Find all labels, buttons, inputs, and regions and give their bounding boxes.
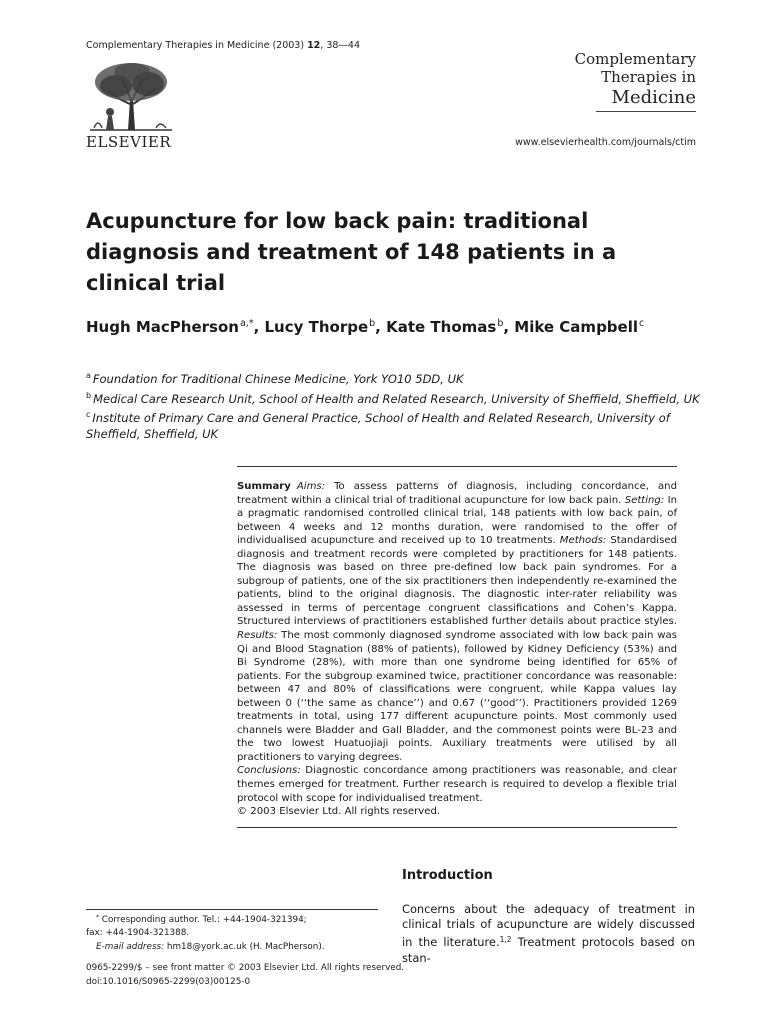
- author-affiliation-mark[interactable]: b: [497, 318, 504, 329]
- fax-note: fax: +44-1904-321388.: [86, 928, 190, 939]
- author[interactable]: Hugh MacPherson$^{a,*}$: [86, 318, 254, 336]
- journal-title-line-2: Therapies in: [601, 68, 696, 86]
- journal-title: [575, 50, 696, 112]
- footnote-rule: [86, 909, 378, 910]
- journal-volume: 12: [307, 40, 321, 51]
- doi-link[interactable]: doi:10.1016/S0965-2299(03)00125-0: [86, 977, 251, 987]
- tree-logo-icon: [86, 60, 176, 132]
- author-affiliation-mark[interactable]: c: [639, 318, 645, 329]
- affiliation: $^c$ Institute of Primary Care and General Practice, School of Health and Related Research, University of Sheffield, Sheffield, UK: [86, 410, 670, 441]
- author-affiliation-mark[interactable]: b: [369, 318, 376, 329]
- journal-reference: Complementary Therapies in Medicine (2003) 12, 38—44: [86, 40, 361, 51]
- journal-url[interactable]: www.elsevierhealth.com/journals/ctim: [515, 137, 696, 148]
- abstract-copyright: © 2003 Elsevier Ltd. All rights reserved.: [237, 806, 441, 818]
- issn-line: 0965-2299/$ – see front matter © 2003 Elsevier Ltd. All rights reserved.: [86, 963, 405, 973]
- journal-title-line-1: Complementary: [574, 50, 696, 68]
- author[interactable]: Mike Campbell$^c$: [514, 318, 645, 336]
- email-note: E-mail address: hm18@york.ac.uk (H. MacPherson).: [96, 941, 325, 952]
- affiliations: [86, 368, 706, 442]
- journal-title-rule: [596, 111, 696, 112]
- author-list: Hugh MacPherson$^{a,*}$, Lucy Thorpe$^b$, Kate Thomas$^b$, Mike Campbell$^c$: [86, 318, 645, 336]
- citation-link[interactable]: 1,2: [499, 935, 512, 945]
- corresponding-author-note: * Corresponding author. Tel.: +44-1904-321394;: [96, 914, 307, 925]
- journal-title-line-3: Medicine: [611, 87, 696, 108]
- abstract: [237, 466, 677, 828]
- abstract-text: Summary Aims: To assess patterns of diagnosis, including concordance, and treatment within a clinical trial of traditional acupuncture for low back pain. Setting: In a pragmatic randomised controlled clinical trial, 148 patients with low back pain, of between 4 weeks and 12 months duration, were randomised to the offer of individualised acupuncture and received up to 10 treatments. Methods: Standardised diagnosis and treatment records were completed by practitioners for 148 patients. The diagnosis was based on three pre-defined low back pain syndromes. For a subgroup of patients, one of the six practitioners then independently re-examined the patients, blind to the original diagnosis. The diagnostic inter-rater reliability was assessed in terms of percentage congruent classifications and Cohen’s Kappa. Structured interviews of practitioners established further details about practice styles. Results: The most commonly diagnosed syndrome associated with low back pain was Qi and Blood Stagnation (88% of patients), followed by Kidney Deficiency (53%) and Bi Syndrome (28%), with more than one syndrome being identified for 65% of patients. For the subgroup examined twice, practitioner concordance was reasonable: between 47 and 80% of classifications were congruent, while Kappa values lay between 0 (‘‘the same as chance’’) and 0.67 (‘‘good’’). Practitioners provided 1269 treatments in total, using 177 different acupuncture points. Most commonly used channels were Bladder and Gall Bladder, and the commonest points were BL-23 and the two lowest Huatuojiaji points. Auxiliary treatments were utilised by all practitioners to varying degrees. Conclusions: Diagnostic concordance among practitioners was reasonable, and clear themes emerged for treatment. Further research is required to develop a flexible trial protocol with scope for individualised treatment. © 2003 Elsevier Ltd. All rights reserved.: [237, 481, 677, 818]
- article-title: Acupuncture for low back pain: traditional diagnosis and treatment of 148 patients in a clinical trial: [86, 209, 617, 295]
- footnote: [86, 911, 386, 954]
- author-affiliation-mark[interactable]: a,*: [239, 318, 254, 329]
- introduction-heading: Introduction: [402, 868, 493, 883]
- affiliation: $^a$ Foundation for Traditional Chinese Medicine, York YO10 5DD, UK: [86, 371, 464, 386]
- affiliation: $^b$ Medical Care Research Unit, School of Health and Related Research, University of Sheffield, Sheffield, UK: [86, 390, 700, 406]
- author[interactable]: Kate Thomas$^b$: [386, 318, 504, 336]
- abstract-heading: Summary: [237, 481, 291, 492]
- author[interactable]: Lucy Thorpe$^b$: [264, 318, 376, 336]
- page-footer: [86, 961, 404, 989]
- publisher-name: ELSEVIER: [86, 133, 172, 151]
- introduction-text: Concerns about the adequacy of treatment in clinical trials of acupuncture are widely discussed in the literature.$^{1,2}$ Treatment protocols based on stan-: [402, 902, 695, 965]
- abstract-bottom-rule: [237, 827, 677, 828]
- email-link[interactable]: hm18@york.ac.uk (H. MacPherson).: [164, 941, 325, 952]
